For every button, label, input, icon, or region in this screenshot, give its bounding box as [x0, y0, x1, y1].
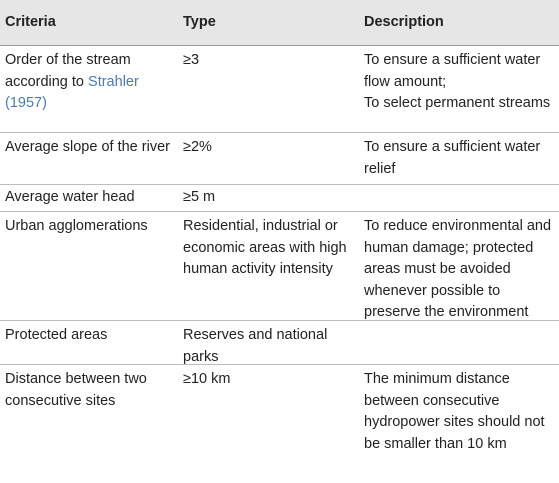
type-cell: ≥10 km: [183, 371, 231, 387]
table-row: [0, 46, 559, 133]
criteria-text: Order of the stream according to: [5, 52, 131, 90]
description-cell: To reduce environmental and human damage; protected areas must be avoided whenever possible to preserve the environment: [364, 218, 552, 320]
type-cell: Reserves and national parks: [183, 327, 328, 365]
header-description: Description: [364, 13, 444, 30]
description-cell: To ensure a sufficient water relief: [364, 139, 541, 177]
type-cell: ≥3: [183, 52, 200, 68]
criteria-cell: Distance between two consecutive sites: [5, 371, 147, 409]
citation-link[interactable]: Strahler (1957): [5, 73, 139, 111]
table-row: [0, 365, 559, 483]
criteria-cell: Average water head: [5, 189, 135, 205]
criteria-cell: Protected areas: [5, 327, 108, 343]
criteria-cell: Urban agglomerations: [5, 218, 148, 234]
criteria-cell: Average slope of the river: [5, 139, 170, 155]
table-row: [0, 133, 559, 185]
header-criteria: Criteria: [5, 13, 56, 30]
header-type: Type: [183, 13, 216, 30]
type-cell: ≥5 m: [183, 189, 216, 205]
description-cell: [364, 185, 559, 211]
criteria-cell: [0, 46, 183, 132]
type-cell: Residential, industrial or economic areas with high human activity intensity: [183, 218, 347, 277]
type-cell: ≥2%: [183, 139, 212, 155]
description-cell: The minimum distance between consecutive hydropower sites should not be smaller than 10 km: [364, 371, 545, 452]
description-cell: [364, 321, 559, 364]
table-header: [0, 0, 559, 46]
table-row: [0, 212, 559, 321]
table-row: [0, 185, 559, 212]
description-cell: To ensure a sufficient water flow amount; To select permanent streams: [364, 52, 551, 111]
table-row: [0, 321, 559, 365]
